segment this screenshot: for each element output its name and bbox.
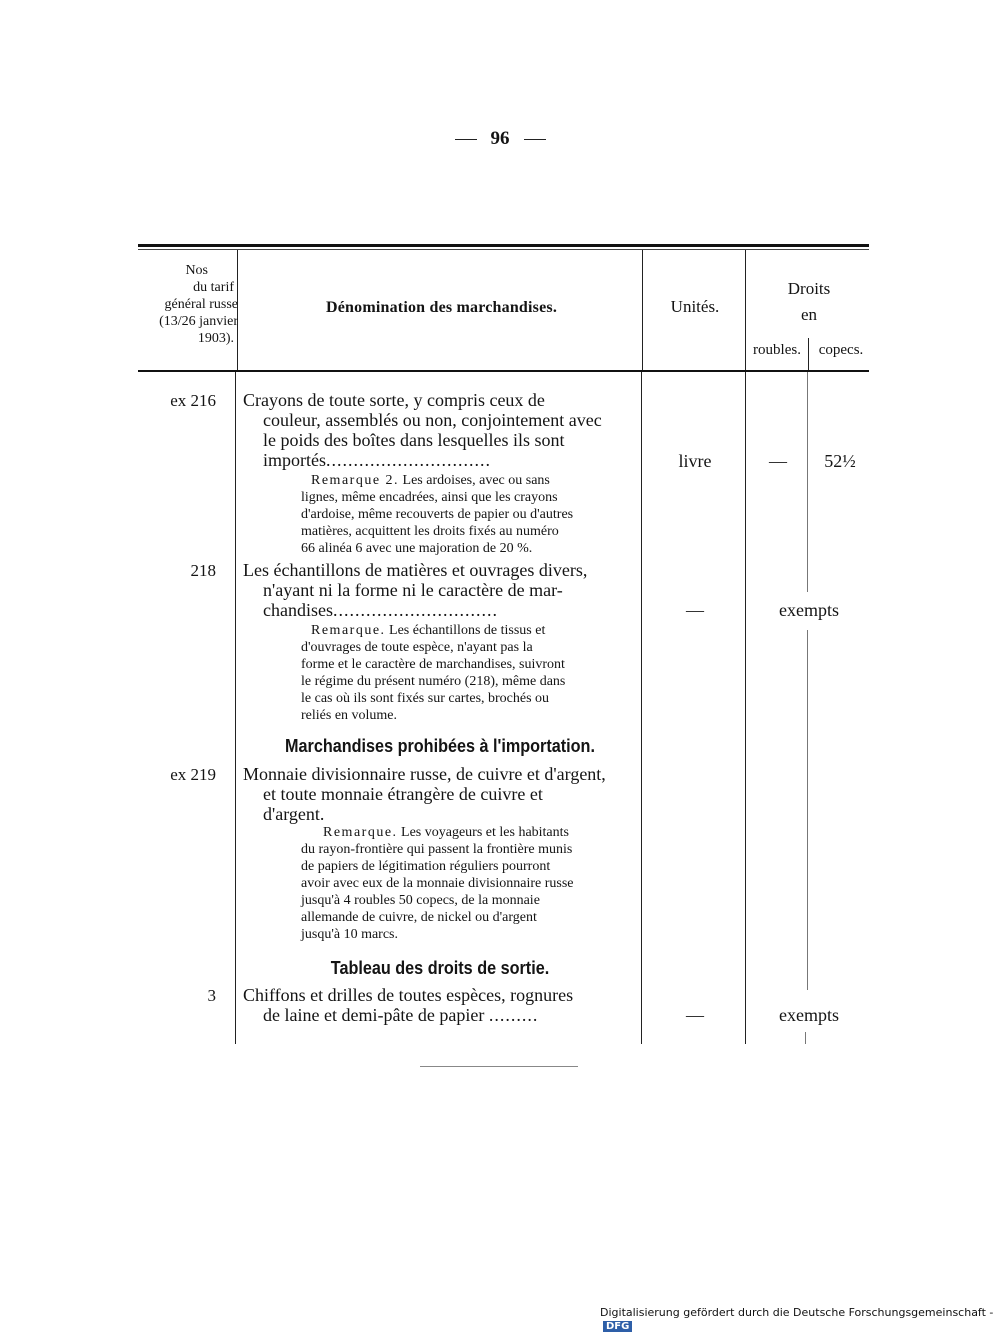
header-denomination: Dénomination des marchandises. (325, 299, 558, 316)
entry-line: Chiffons et drilles de toutes espèces, rognures (243, 985, 574, 1005)
column-rule (745, 372, 746, 1044)
entry-number: ex 219 (170, 765, 216, 784)
section-title: Marchandises prohibées à l'importation. (285, 736, 595, 756)
entry-line: importés.............................. (263, 450, 491, 470)
remark-line: le régime du présent numéro (218), même dans (301, 674, 566, 689)
header-nos-line: Nos (185, 263, 208, 278)
header-nos-line: général russe (164, 297, 238, 312)
entry-number: ex 216 (170, 391, 216, 410)
remark-line: d'ardoise, même recouverts de papier ou d'autres (301, 507, 574, 522)
entry-line: et toute monnaie étrangère de cuivre et (263, 784, 543, 804)
remark-line: 66 alinéa 6 avec une majoration de 20 %. (301, 541, 533, 556)
cell-droits: exempts (779, 1005, 839, 1025)
table-top-rule-thin (138, 249, 869, 250)
header-en-label: en (800, 305, 818, 324)
entry-line: n'ayant ni la forme ni le caractère de mar- (263, 580, 563, 600)
remark-line: avoir avec eux de la monnaie divisionnaire russe (301, 876, 574, 891)
column-rule (807, 630, 808, 990)
header-copecs: copecs. (818, 342, 864, 358)
remark-line: forme et le caractère de marchandises, suivront (301, 657, 565, 672)
remark-line: reliés en volume. (301, 708, 398, 723)
cell-copecs: 52½ (824, 451, 856, 471)
entry-description (243, 390, 638, 557)
remark-line: le cas où ils sont fixés sur cartes, brochés ou (301, 691, 550, 706)
table-header-rule (138, 370, 869, 372)
entry-remark (243, 472, 638, 557)
entry-description (243, 985, 638, 1025)
remark-line: Remarque 2. Les ardoises, avec ou sans (311, 473, 550, 488)
header-droits-label: Droits (787, 279, 831, 298)
remark-line: Remarque. Les voyageurs et les habitants (323, 825, 569, 840)
remark-line: jusqu'à 4 roubles 50 copecs, de la monnaie (301, 893, 540, 908)
column-rule (807, 372, 808, 592)
digitization-footer: Digitalisierung gefördert durch die Deutsche Forschungsgemeinschaft -DFG (600, 1306, 994, 1332)
entry-line: couleur, assemblés ou non, conjointement avec (263, 410, 602, 430)
remark-line: de papiers de légitimation réguliers pourront (301, 859, 551, 874)
table-top-rule (138, 244, 869, 247)
entry-line: d'argent. (263, 804, 325, 824)
entry-line: de laine et demi-pâte de papier ......... (263, 1005, 539, 1025)
header-nos-line: 1903). (197, 331, 234, 346)
remark-line: d'ouvrages de toute espèce, n'ayant pas la (301, 640, 533, 655)
remark-label: Remarque. (323, 825, 398, 840)
column-rule (235, 372, 236, 1044)
entry-line: Crayons de toute sorte, y compris ceux de (243, 390, 545, 410)
header-nos-line: (13/26 janvier (159, 314, 238, 329)
entry-line: le poids des boîtes dans lesquelles ils sont (263, 430, 565, 450)
entry-remark (243, 622, 638, 724)
remark-line: Remarque. Les échantillons de tissus et (311, 623, 546, 638)
remark-line: matières, acquittent les droits fixés au numéro (301, 524, 559, 539)
entry-number: 218 (190, 561, 216, 580)
remark-label: Remarque. (311, 623, 386, 638)
entry-description (243, 560, 638, 724)
remark-line: lignes, même encadrées, ainsi que les crayons (301, 490, 558, 505)
dfg-logo: DFG (603, 1321, 632, 1332)
entry-number: 3 (207, 986, 216, 1005)
header-nos-line: du tarif (193, 280, 234, 295)
remark-label: Remarque 2. (311, 473, 400, 488)
column-rule (805, 1032, 806, 1044)
leader-dots: .............................. (332, 600, 498, 620)
closing-rule (420, 1066, 578, 1067)
column-rule (641, 372, 642, 1044)
header-nos (128, 262, 238, 347)
cell-unit: livre (678, 451, 712, 471)
header-roubles: roubles. (753, 342, 801, 358)
cell-unit: — (686, 600, 704, 620)
cell-unit: — (686, 1005, 704, 1025)
entry-remark (243, 824, 638, 943)
cell-droits: exempts (779, 600, 839, 620)
entry-description (243, 764, 638, 943)
remark-line: du rayon-frontière qui passent la frontière munis (301, 842, 573, 857)
leader-dots: ......... (488, 1005, 539, 1025)
leader-dots: .............................. (326, 450, 491, 470)
footer-text: Digitalisierung gefördert durch die Deutsche Forschungsgemeinschaft (600, 1306, 986, 1319)
section-title: Tableau des droits de sortie. (330, 958, 550, 978)
remark-line: jusqu'à 10 marcs. (301, 927, 399, 942)
header-units: Unités. (670, 297, 720, 316)
entry-line: chandises.............................. (263, 600, 498, 620)
entry-line: Les échantillons de matières et ouvrages divers, (243, 560, 588, 580)
page-number: 96 (0, 128, 1000, 150)
cell-roubles: — (769, 451, 787, 471)
remark-line: allemande de cuivre, de nickel ou d'argent (301, 910, 537, 925)
header-droits (748, 276, 870, 328)
entry-line: Monnaie divisionnaire russe, de cuivre et d'argent, (243, 764, 606, 784)
